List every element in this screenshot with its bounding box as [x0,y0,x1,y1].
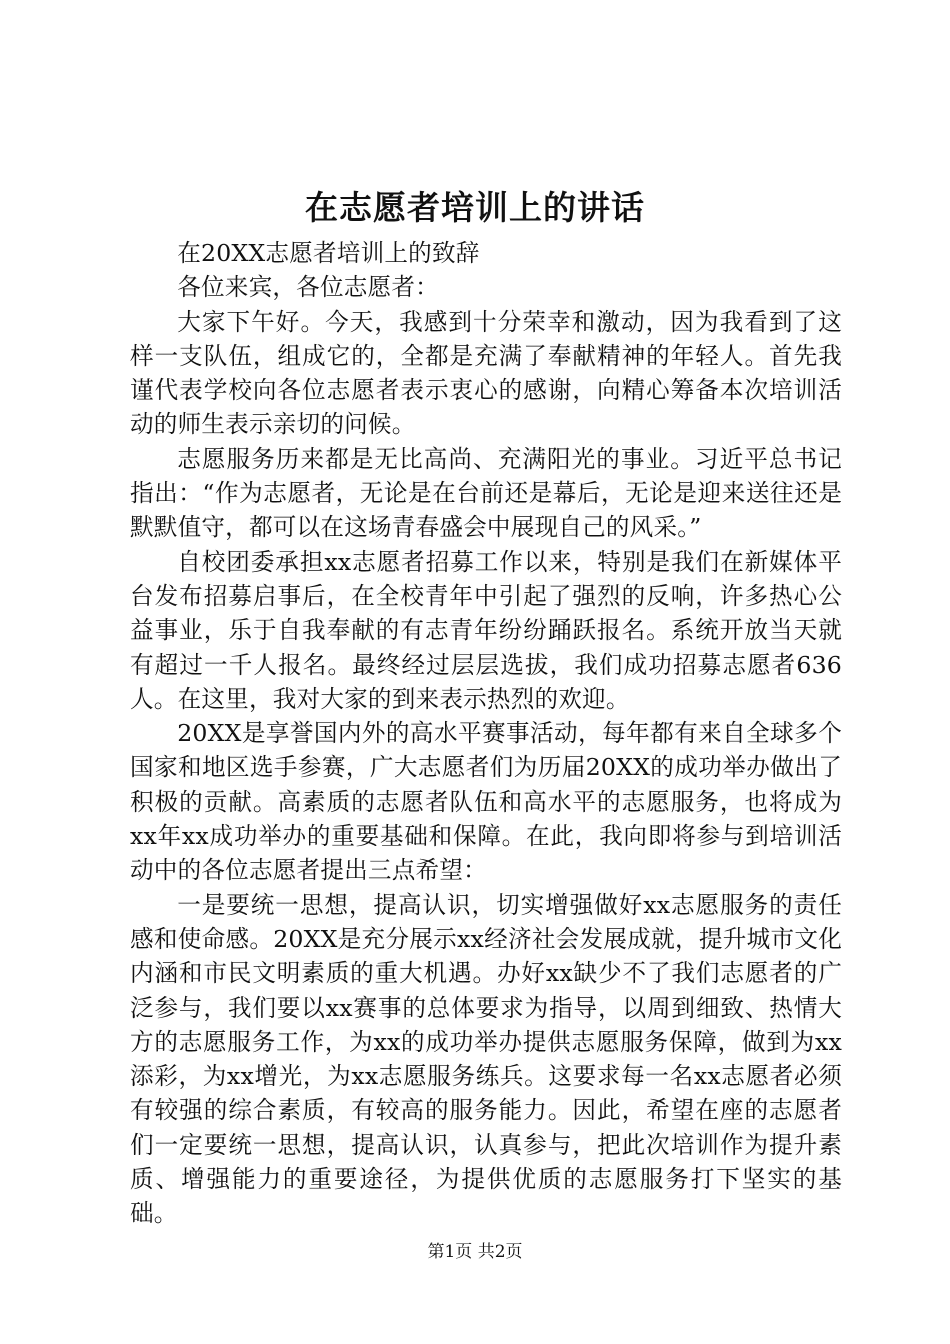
paragraph-salutation: 各位来宾，各位志愿者： [177,273,439,302]
paragraph-heading: 在20XX志愿者培训上的致辞 [177,239,480,267]
page-number-footer: 第1页 共2页 [427,1242,523,1262]
paragraph: 大家下午好。今天，我感到十分荣幸和激动，因为我看到了这样一支队伍，组成它的，全都是充满了奉献精神的年轻人。首先我谨代表学校向各位志愿者表示衷心的感谢，向精心筹备本次培训活动的师生表示亲切的问候。 [130,307,842,439]
document-body [130,236,842,1231]
paragraph: 自校团委承担xx志愿者招募工作以来，特别是我们在新媒体平台发布招募启事后，在全校青年中引起了强烈的反响，许多热心公益事业，乐于自我奉献的有志青年纷纷踊跃报名。系统开放当天就有超过一千人报名。最终经过层层选拔，我们成功招募志愿者636人。在这里，我对大家的到来表示热烈的欢迎。 [130,547,842,713]
document-title: 在志愿者培训上的讲话 [305,188,645,227]
paragraph: 志愿服务历来都是无比高尚、充满阳光的事业。习近平总书记指出：“作为志愿者，无论是在台前还是幕后，无论是迎来送往还是默默值守，都可以在这场青春盛会中展现自己的风采。” [130,444,842,542]
paragraph: 一是要统一思想，提高认识，切实增强做好xx志愿服务的责任感和使命感。20XX是充分展示xx经济社会发展成就，提升城市文化内涵和市民文明素质的重大机遇。办好xx缺少不了我们志愿者的广泛参与，我们要以xx赛事的总体要求为指导，以周到细致、热情大方的志愿服务工作，为xx的成功举办提供志愿服务保障，做到为xx添彩，为xx增光，为xx志愿服务练兵。这要求每一名xx志愿者必须有较强的综合素质，有较高的服务能力。因此，希望在座的志愿者们一定要统一思想，提高认识，认真参与，把此次培训作为提升素质、增强能力的重要途径，为提供优质的志愿服务打下坚实的基础。 [130,890,842,1228]
paragraph: 20XX是享誉国内外的高水平赛事活动，每年都有来自全球多个国家和地区选手参赛，广大志愿者们为历届20XX的成功举办做出了积极的贡献。高素质的志愿者队伍和高水平的志愿服务，也将成为xx年xx成功举办的重要基础和保障。在此，我向即将参与到培训活动中的各位志愿者提出三点希望： [130,719,842,885]
